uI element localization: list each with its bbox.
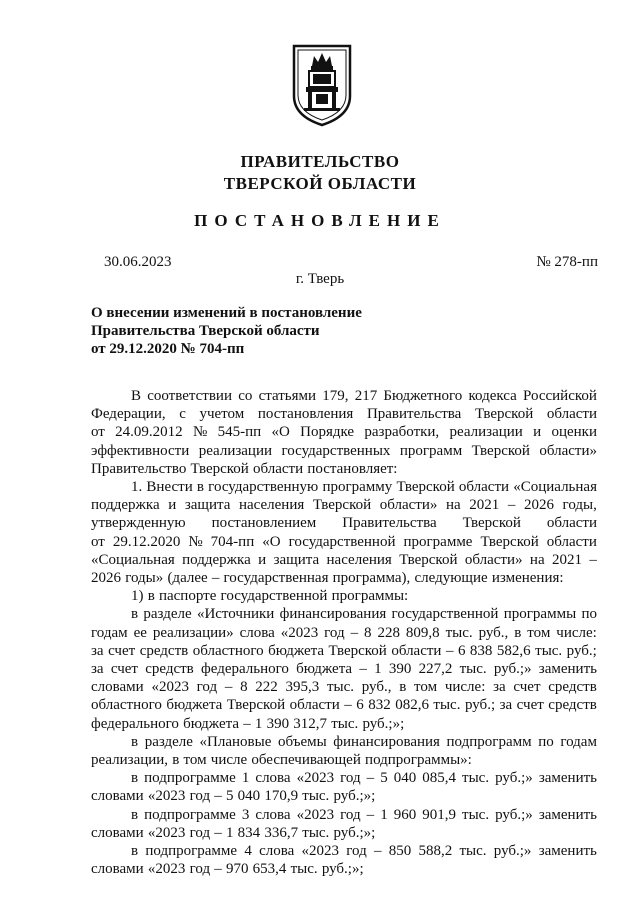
body-line: от 24.09.2012 № 545-пп «О Порядке разработки, реализации и оценки — [91, 424, 597, 441]
body-line: словами «2023 год – 8 222 395,3 тыс. руб., в том числе: за счет средств — [91, 679, 597, 696]
document-number: № 278-пп — [536, 254, 598, 270]
body-line: годам ее реализации» слова «2023 год – 8 228 809,8 тыс. руб., в том числе: — [91, 624, 597, 641]
body-line: в подпрограмме 4 слова «2023 год – 850 588,2 тыс. руб.;» заменить — [131, 843, 597, 860]
body-line: Федерации, с учетом постановления Правительства Тверской области — [91, 406, 597, 423]
coat-of-arms-icon — [290, 42, 354, 128]
government-title-line1: ПРАВИТЕЛЬСТВО — [240, 152, 400, 171]
subject-line: О внесении изменений в постановление — [91, 305, 362, 321]
body-line: в разделе «Плановые объемы финансирования подпрограмм по годам — [131, 733, 597, 750]
body-line: от 29.12.2020 № 704-пп «О государственной программе Тверской области — [91, 533, 597, 550]
body-line: утвержденную постановлением Правительства Тверской области — [91, 515, 597, 532]
body-line: в подпрограмме 1 слова «2023 год – 5 040 085,4 тыс. руб.;» заменить — [131, 770, 597, 787]
government-title-line2: ТВЕРСКОЙ ОБЛАСТИ — [223, 174, 417, 193]
document-city: г. Тверь — [295, 271, 345, 287]
body-line: 1) в паспорте государственной программы: — [131, 588, 409, 605]
subject-line: от 29.12.2020 № 704-пп — [91, 341, 245, 357]
body-line: словами «2023 год – 5 040 170,9 тыс. руб.;»; — [91, 788, 376, 805]
body-line: В соответствии со статьями 179, 217 Бюджетного кодекса Российской — [131, 388, 597, 404]
body-line: в разделе «Источники финансирования государственной программы по — [131, 606, 597, 623]
document-date: 30.06.2023 — [104, 254, 172, 270]
body-line: федерального бюджета – 1 390 312,7 тыс. руб.;»; — [91, 715, 405, 732]
document-body — [91, 387, 597, 878]
body-line: областного бюджета Тверской области – 6 832 082,6 тыс. руб.; за счет средств — [91, 697, 597, 714]
body-line: в подпрограмме 3 слова «2023 год – 1 960 901,9 тыс. руб.;» заменить — [131, 806, 597, 823]
body-line: словами «2023 год – 970 653,4 тыс. руб.;»; — [91, 861, 364, 878]
body-line: за счет средств областного бюджета Тверской области – 6 838 582,6 тыс. руб.; — [91, 642, 597, 659]
document-type: ПОСТАНОВЛЕНИЕ — [194, 211, 446, 230]
body-line: словами «2023 год – 1 834 336,7 тыс. руб.;»; — [91, 824, 376, 841]
body-line: эффективности реализации государственных программ Тверской области» — [91, 442, 597, 459]
body-line: поддержка и защита населения Тверской области» на 2021 – 2026 годы, — [91, 497, 597, 514]
subject-line: Правительства Тверской области — [91, 323, 320, 339]
body-line: Правительство Тверской области постановляет: — [91, 460, 398, 477]
document-subject — [91, 304, 362, 358]
body-line: 2026 годы» (далее – государственная программа), следующие изменения: — [91, 570, 564, 587]
body-line: «Социальная поддержка и защита населения Тверской области» на 2021 – — [91, 551, 597, 568]
body-line: реализации, в том числе обеспечивающей подпрограммы»: — [91, 752, 472, 769]
body-line: за счет средств федерального бюджета – 1 390 227,2 тыс. руб.;» заменить — [91, 661, 597, 678]
body-line: 1. Внести в государственную программу Тверской области «Социальная — [131, 479, 597, 496]
